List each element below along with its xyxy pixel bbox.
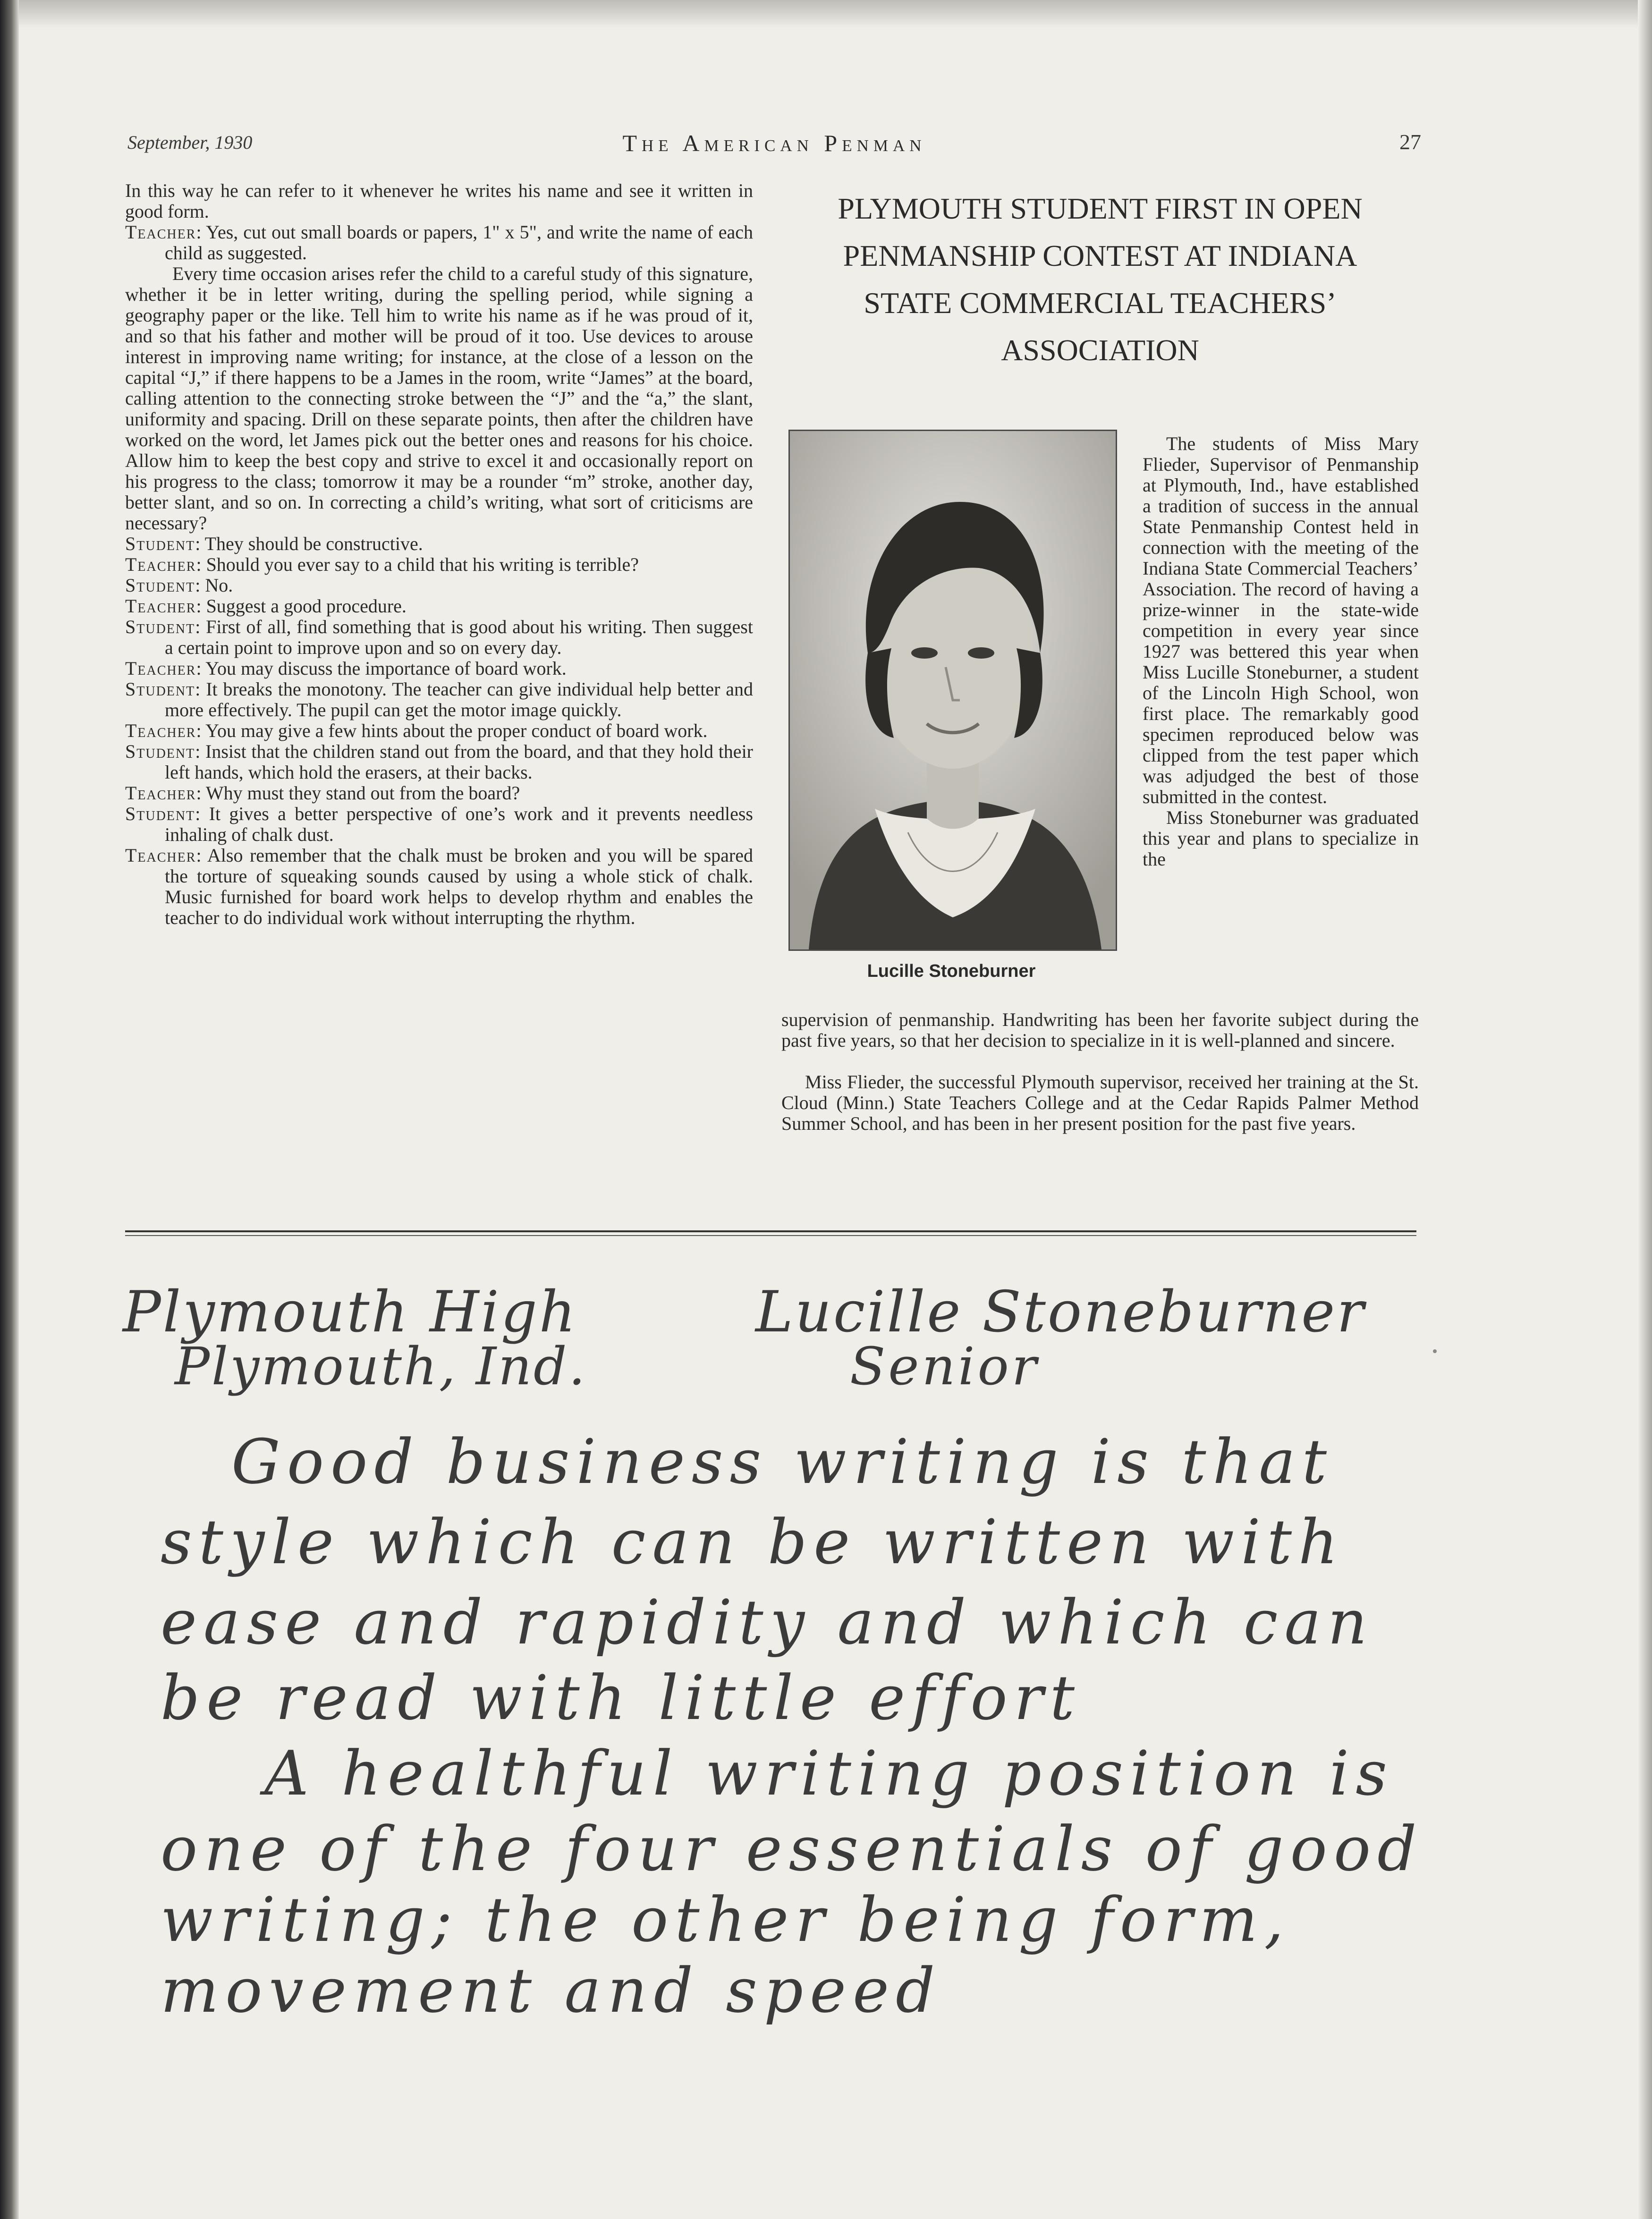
speaker-label: Student xyxy=(125,533,195,554)
speaker-separator: : xyxy=(195,741,206,762)
speaker-separator: : xyxy=(196,221,206,243)
dialogue-text: Insist that the children stand out from the board, and that they hold their left hands, which hold the erasers, at their backs. xyxy=(165,741,753,783)
dialogue-text: Why must they stand out from the board? xyxy=(205,782,520,804)
print-speck xyxy=(1433,1349,1437,1353)
magazine-title: The American Penman xyxy=(622,130,926,156)
speaker-label: Teacher xyxy=(125,658,196,679)
dialogue-text: They should be constructive. xyxy=(204,533,423,554)
specimen-class: Senior xyxy=(850,1336,1040,1397)
dialogue-line xyxy=(125,720,753,741)
dialogue-line xyxy=(125,741,753,783)
photo-caption: Lucille Stoneburner xyxy=(867,961,1036,981)
speaker-label: Student xyxy=(125,803,195,824)
speaker-separator: : xyxy=(196,720,206,741)
left-column-article xyxy=(125,180,753,928)
portrait-photo xyxy=(788,430,1117,951)
specimen-line: writing; the other being form, xyxy=(161,1884,1290,1956)
handwriting-specimen xyxy=(123,1256,1539,2026)
dialogue-line xyxy=(125,658,753,679)
dialogue-line xyxy=(125,783,753,804)
dialogue-text: Suggest a good procedure. xyxy=(206,595,407,617)
article-headline xyxy=(774,185,1426,374)
speaker-label: Teacher xyxy=(125,845,196,866)
dialogue-text: No. xyxy=(205,575,233,596)
dialogue-text: You may give a few hints about the proper conduct of board work. xyxy=(205,720,708,741)
dialogue-text: Should you ever say to a child that his writing is terrible? xyxy=(206,554,639,575)
speaker-label: Teacher xyxy=(125,554,196,575)
dialogue-text: It breaks the monotony. The teacher can give individual help better and more effectively. The pupil can get the motor image quickly. xyxy=(165,678,753,720)
page-number: 27 xyxy=(1399,130,1421,154)
speaker-label: Student xyxy=(125,616,195,637)
intro-paragraph: In this way he can refer to it whenever he writes his name and see it written in good form. xyxy=(125,180,753,222)
speaker-separator: : xyxy=(195,803,209,824)
dialogue-line xyxy=(125,679,753,720)
specimen-line: A healthful writing position is xyxy=(264,1737,1394,1809)
dialogue-line xyxy=(125,845,753,928)
speaker-separator: : xyxy=(196,845,207,866)
speaker-separator: : xyxy=(196,658,206,679)
speaker-label: Teacher xyxy=(125,595,196,617)
dialogue-text: Yes, cut out small boards or papers, 1" x 5", and write the name of each child as suggested. xyxy=(165,221,753,263)
dialogue-list xyxy=(125,222,753,928)
page-binding-shadow xyxy=(0,0,19,2219)
dialogue-line xyxy=(125,804,753,845)
specimen-line: movement and speed xyxy=(161,1955,942,2026)
specimen-town: Plymouth, Ind. xyxy=(175,1336,587,1397)
narrative-paragraph: Every time occasion arises refer the child to a careful study of this signature, whether it be in letter writing, during the spelling period, while signing a geography paper or the like. Tell him to write his name as if he was proud of it, and so that his father and mother will be proud of it too. Use devices to arouse interest in improving name writing; for instance, at the close of a lesson on the capital “J,” if there happens to be a James in the room, write “James” at the board, calling attention to the connecting stroke between the “J” and the “a,” the slant, uniformity and spacing. Drill on these separate points, then after the children have worked on the word, let James pick out the better ones and reasons for his choice. Allow him to keep the best copy and strive to excel it and occasionally report on his progress to the class; tomorrow it may be a rounder “m” stroke, another day, better slant, and so on. In correcting a child’s writing, what sort of criticisms are necessary? xyxy=(125,263,753,534)
specimen-line: be read with little effort xyxy=(161,1662,1082,1734)
dialogue-line xyxy=(125,575,753,596)
dialogue-line xyxy=(125,534,753,554)
speaker-label: Teacher xyxy=(125,720,196,741)
specimen-line: one of the four essentials of good xyxy=(161,1813,1423,1885)
specimen-name: Lucille Stoneburner xyxy=(755,1279,1366,1345)
headline-line: PLYMOUTH STUDENT FIRST IN OPEN xyxy=(838,192,1363,225)
dialogue-text: You may discuss the importance of board work. xyxy=(205,658,567,679)
section-divider-thick xyxy=(125,1230,1416,1232)
dialogue-line xyxy=(125,554,753,575)
portrait-illustration xyxy=(790,431,1116,949)
speaker-label: Student xyxy=(125,575,195,596)
headline-line: ASSOCIATION xyxy=(1001,333,1199,367)
speaker-separator: : xyxy=(195,616,206,637)
speaker-separator: : xyxy=(196,554,206,575)
speaker-label: Teacher xyxy=(125,221,196,243)
speaker-label: Teacher xyxy=(125,782,196,804)
specimen-school: Plymouth High xyxy=(123,1279,578,1345)
dialogue-text: It gives a better perspective of one’s work and it prevents needless inhaling of chalk dust. xyxy=(165,803,753,845)
speaker-separator: : xyxy=(196,782,206,804)
dialogue-line xyxy=(125,222,753,263)
dialogue-text: Also remember that the chalk must be broken and you will be spared the torture of squeaking sounds caused by using a whole stick of chalk. Music furnished for board work helps to develop rhythm and enables the teacher to do individual work without interrupting the rhythm. xyxy=(165,845,754,928)
speaker-separator: : xyxy=(195,533,205,554)
speaker-separator: : xyxy=(196,595,206,617)
headline-line: STATE COMMERCIAL TEACHERS’ xyxy=(864,286,1337,320)
dialogue-line xyxy=(125,617,753,658)
article-paragraph-2-end: supervision of penmanship. Handwriting has been her favorite subject during the past five years, so that her decision to specialize in it is well-planned and sincere. xyxy=(781,1009,1419,1051)
article-paragraph-2-start: Miss Stoneburner was graduated this year and plans to specialize in the xyxy=(1143,807,1419,870)
page-edge-top xyxy=(0,0,1652,28)
article-paragraph-3: Miss Flieder, the successful Plymouth supervisor, received her training at the St. Cloud (Minn.) State Teachers College and at the Cedar Rapids Palmer Method Summer School, and has been in her present position for the past five years. xyxy=(781,1071,1419,1134)
page-edge-right xyxy=(1638,0,1652,2219)
dialogue-text: First of all, find something that is good about his writing. Then suggest a certain point to improve upon and so on every day. xyxy=(165,616,753,658)
specimen-line: Good business writing is that xyxy=(231,1426,1333,1498)
section-divider-thin xyxy=(125,1235,1416,1236)
specimen-line: ease and rapidity and which can xyxy=(161,1586,1374,1658)
speaker-label: Student xyxy=(125,741,195,762)
running-head xyxy=(127,127,1421,164)
specimen-line: style which can be written with xyxy=(161,1506,1345,1578)
article-body-narrow xyxy=(1143,433,1419,870)
article-body-wide xyxy=(781,1009,1419,1134)
dialogue-line xyxy=(125,596,753,617)
article-paragraph-1: The students of Miss Mary Flieder, Supervisor of Penmanship at Plymouth, Ind., have established a tradition of success in the annual State Penmanship Contest held in connection with the meeting of the Indiana State Commercial Teachers’ Association. The record of having a prize-winner in the state-wide competition in every year since 1927 was bettered this year when Miss Lucille Stoneburner, a student of the Lincoln High School, won first place. The remarkably good specimen reproduced below was clipped from the test paper which was adjudged the best of those submitted in the contest. xyxy=(1143,433,1419,807)
speaker-label: Student xyxy=(125,678,195,700)
speaker-separator: : xyxy=(195,575,205,596)
speaker-separator: : xyxy=(195,678,206,700)
issue-date: September, 1930 xyxy=(127,132,253,153)
headline-line: PENMANSHIP CONTEST AT INDIANA xyxy=(843,239,1357,272)
